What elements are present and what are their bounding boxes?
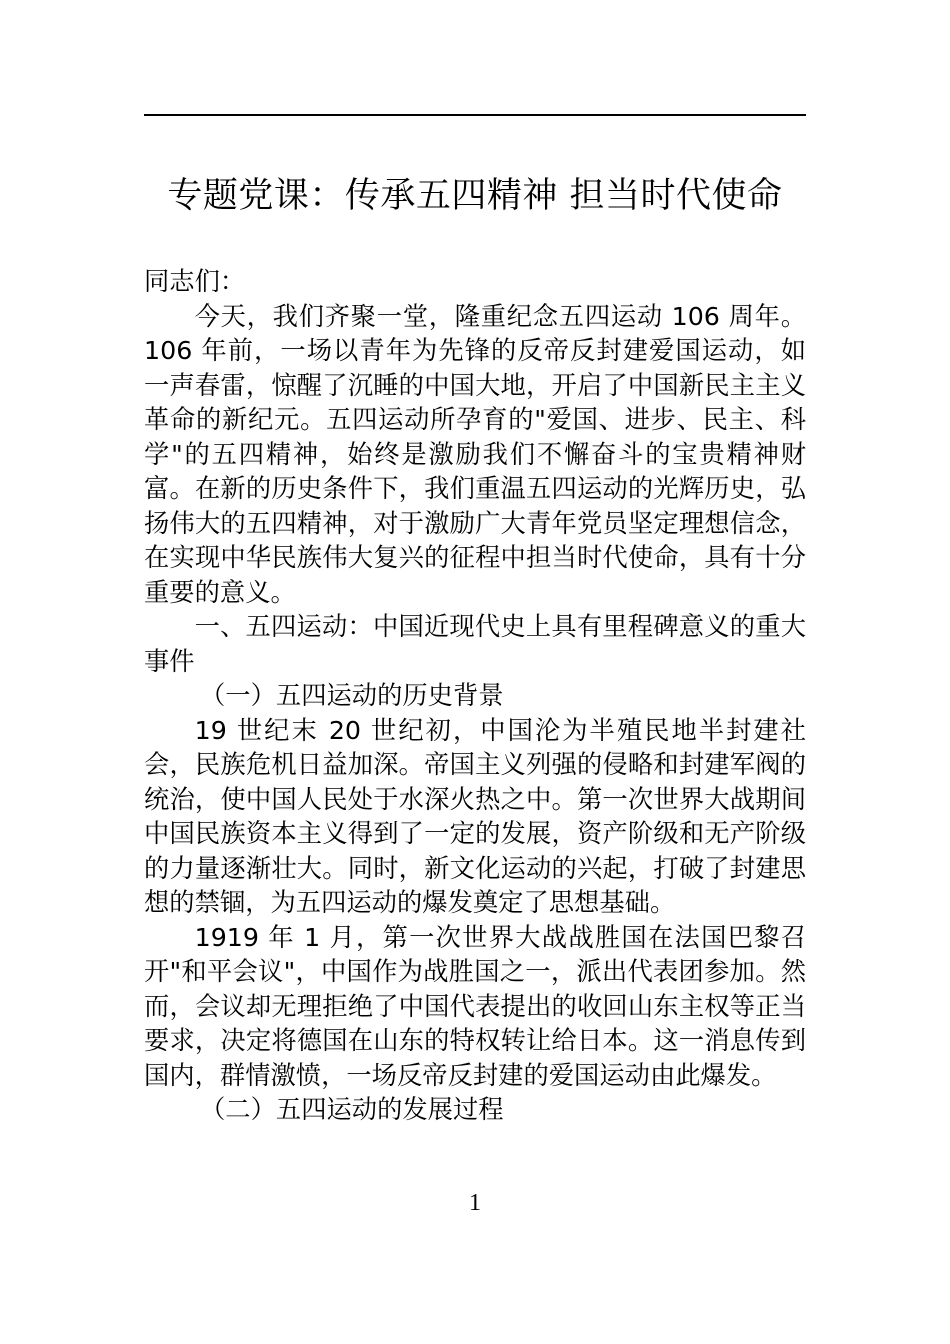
intro-paragraph: 今天，我们齐聚一堂，隆重纪念五四运动 106 周年。106 年前，一场以青年为先锋的反帝反封建爱国运动，如一声春雷，惊醒了沉睡的中国大地，开启了中国新民主主义革命的新纪元。五四运动所孕育的"爱国、进步、民主、科学"的五四精神，始终是激励我们不懈奋斗的宝贵精神财富。在新的历史条件下，我们重温五四运动的光辉历史，弘扬伟大的五四精神，对于激励广大青年党员坚定理想信念，在实现中华民族伟大复兴的征程中担当时代使命，具有十分重要的意义。 bbox=[144, 301, 806, 607]
subsection-heading: （二）五四运动的发展过程 bbox=[200, 1095, 504, 1124]
header-rule bbox=[144, 114, 806, 116]
background-paragraph: 19 世纪末 20 世纪初，中国沦为半殖民地半封建社会，民族危机日益加深。帝国主义列强的侵略和封建军阀的统治，使中国人民处于水深火热之中。第一次世界大战期间中国民族资本主义得到了一定的发展，资产阶级和无产阶级的力量逐渐壮大。同时，新文化运动的兴起，打破了封建思想的禁锢，为五四运动的爆发奠定了思想基础。 bbox=[144, 715, 806, 917]
paris-conference-paragraph: 1919 年 1 月，第一次世界大战战胜国在法国巴黎召开"和平会议"，中国作为战胜国之一，派出代表团参加。然而，会议却无理拒绝了中国代表提出的收回山东主权等正当要求，决定将德国在山东的特权转让给日本。这一消息传到国内，群情激愤，一场反帝反封建的爱国运动由此爆发。 bbox=[144, 922, 806, 1090]
salutation: 同志们： bbox=[144, 267, 246, 296]
document-body bbox=[144, 265, 806, 1128]
subsection-heading: （一）五四运动的历史背景 bbox=[200, 681, 504, 710]
section-heading: 一、五四运动：中国近现代史上具有里程碑意义的重大事件 bbox=[144, 612, 806, 676]
document-title: 专题党课：传承五四精神 担当时代使命 bbox=[167, 176, 783, 216]
page-number: 1 bbox=[469, 1190, 481, 1216]
